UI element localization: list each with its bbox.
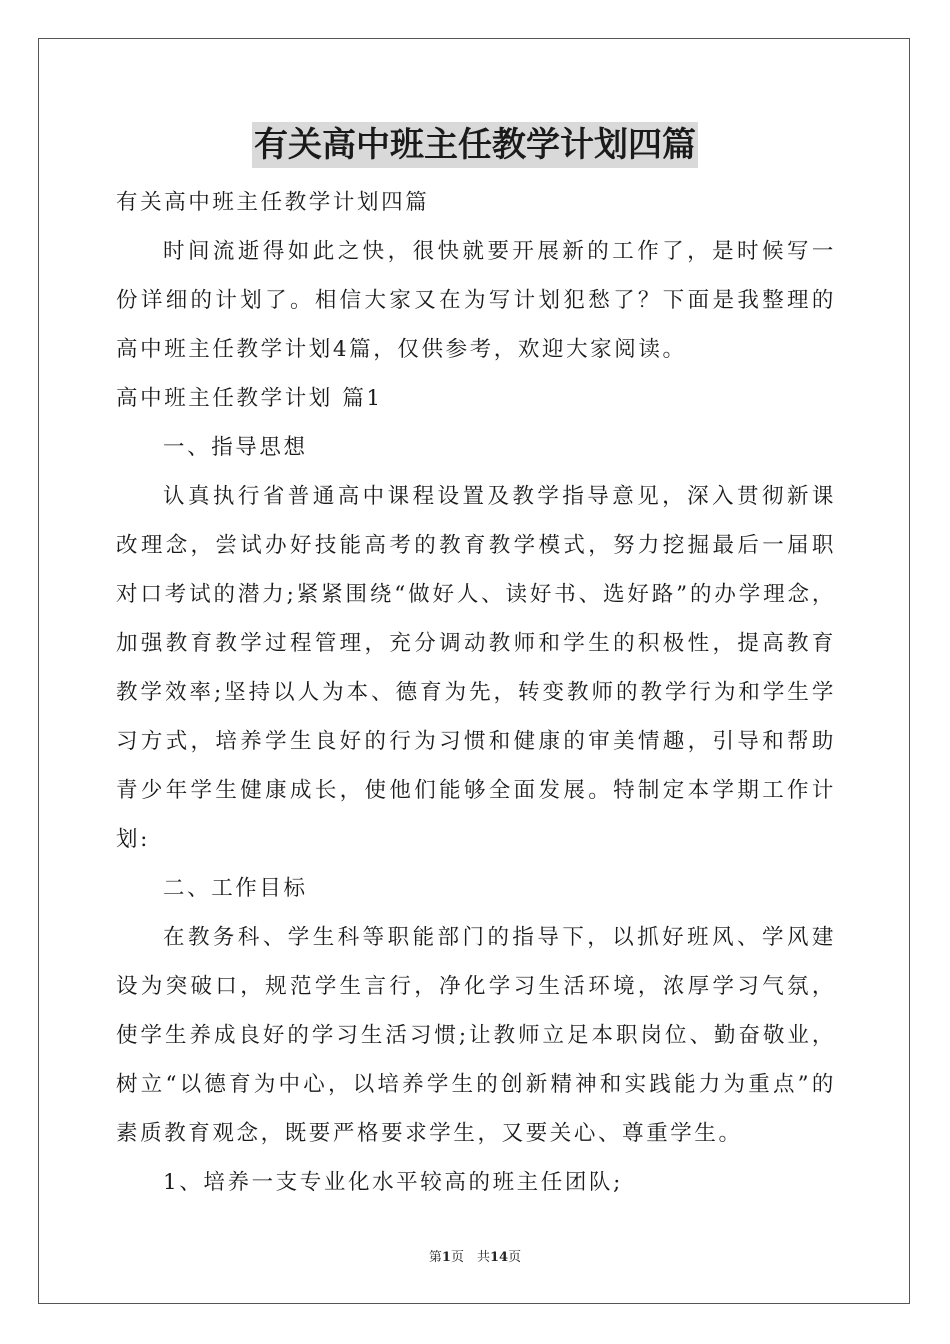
page-prefix: 第 [428,1250,442,1265]
paragraph: 有关高中班主任教学计划四篇 [116,190,430,215]
paragraph: 认真执行省普通高中课程设置及教学指导意见，深入贯彻新课改理念，尝试办好技能高考的教育教学模式，努力挖掘最后一届职对口考试的潜力;紧紧围绕“做好人、读好书、选好路”的办学理念，加强教育教学过程管理，充分调动教师和学生的积极性，提高教育教学效率;坚持以人为本、德育为先，转变教师的教学行为和学生学习方式，培养学生良好的行为习惯和健康的审美情趣，引导和帮助青少年学生健康成长，使他们能够全面发展。特制定本学期工作计划: [116,484,836,852]
list-item: 1、培养一支专业化水平较高的班主任团队; [163,1170,623,1195]
paragraph: 在教务科、学生科等职能部门的指导下，以抓好班风、学风建设为突破口，规范学生言行，净化学习生活环境，浓厚学习气氛，使学生养成良好的学习生活习惯;让教师立足本职岗位、勤奋敬业，树立“以德育为中心，以培养学生的创新精神和实践能力为重点”的素质教育观念，既要严格要求学生，又要关心、尊重学生。 [116,925,836,1146]
document-title: 有关高中班主任教学计划四篇 [252,122,698,168]
page-current: 1 [441,1250,451,1265]
title-container [0,122,950,168]
document-body [116,178,836,1207]
section-heading: 高中班主任教学计划 篇1 [116,386,383,411]
page-mid: 页 共 [450,1250,490,1265]
subsection-heading: 二、工作目标 [163,876,308,901]
page-suffix: 页 [508,1250,522,1265]
page-total: 14 [489,1250,509,1265]
subsection-heading: 一、指导思想 [163,435,308,460]
page-footer [0,1246,950,1265]
paragraph: 时间流逝得如此之快，很快就要开展新的工作了，是时候写一份详细的计划了。相信大家又在为写计划犯愁了？下面是我整理的高中班主任教学计划4篇，仅供参考，欢迎大家阅读。 [116,239,836,362]
